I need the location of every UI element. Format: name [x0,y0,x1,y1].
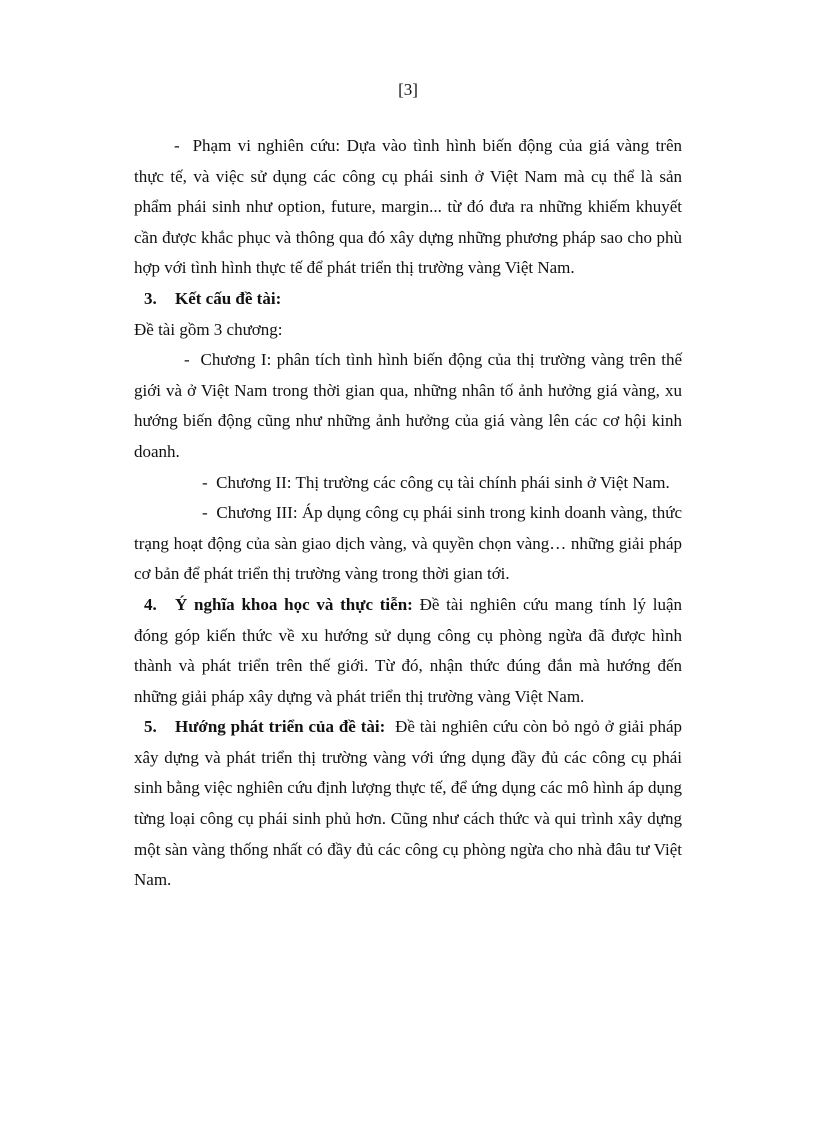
development-paragraph [134,712,682,896]
chapter-2-dash: - [202,472,208,492]
scope-dash: - [174,136,180,155]
structure-number: 3. [144,288,157,308]
chapter-3-text: Chương III: Áp dụng công cụ phái sinh trong kinh doanh vàng, thức trạng hoạt động của sàn giao dịch vàng, và quyền chọn vàng… những giải pháp cơ bản để phát triển thị trường vàng trong thời gian tới. [134,503,683,584]
chapter-1-paragraph [134,345,682,467]
document-body [134,131,682,896]
page-number: [3] [398,80,418,99]
significance-title: Ý nghĩa khoa học và thực tiễn: [175,594,413,614]
structure-intro: Đề tài gồm 3 chương: [134,319,283,339]
chapter-3-dash: - [202,503,208,523]
significance-number: 4. [144,594,157,614]
development-title: Hướng phát triển của đề tài: [175,717,386,737]
chapter-3-paragraph [134,498,682,590]
significance-paragraph [134,590,682,712]
structure-heading [134,284,682,315]
chapter-1-text: Chương I: phân tích tình hình biến động của thị trường vàng trên thế giới và ở Việt Nam trong thời gian qua, những nhân tố ảnh hưởng giá vàng, xu hướng biến động cũng như những ảnh hưởng của giá vàng lên các cơ hội kinh doanh. [134,350,682,461]
scope-paragraph [134,131,682,284]
significance-text: Đề tài nghiên cứu mang tính lý luận đóng góp kiến thức về xu hướng sử dụng công cụ phòng ngừa đã được hình thành và phát triển trên thế giới. Từ đó, nhận thức đúng đắn mà hướng đến những giải pháp xây dựng và phát triển thị trường vàng Việt Nam. [134,594,682,706]
development-number: 5. [144,717,157,737]
development-text: Đề tài nghiên cứu còn bỏ ngỏ ở giải pháp xây dựng và phát triển thị trường vàng với ứng dụng đầy đủ các công cụ phái sinh bằng việc nghiên cứu định lượng thực tế, để ứng dụng các mô hình áp dụng từng loại công cụ phái sinh phủ hơn. Cũng như cách thức và qui trình xây dựng một sàn vàng thống nhất có đầy đủ các công cụ phòng ngừa cho nhà đâu tư Việt Nam. [134,717,682,890]
chapter-2-paragraph [134,468,682,499]
scope-text: Phạm vi nghiên cứu: Dựa vào tình hình biến động của giá vàng trên thực tế, và việc sử dụng các công cụ phái sinh ở Việt Nam mà cụ thể là sản phẩm phái sinh như option, future, margin... từ đó đưa ra những khiếm khuyết cần được khắc phục và thông qua đó xây dựng những phương pháp sao cho phù hợp với tình hình thực tế để phát triển thị trường vàng Việt Nam. [134,136,682,278]
chapter-2-text: Chương II: Thị trường các công cụ tài chính phái sinh ở Việt Nam. [216,472,670,492]
structure-title: Kết cấu đề tài: [175,288,282,308]
chapter-1-dash: - [184,350,190,370]
